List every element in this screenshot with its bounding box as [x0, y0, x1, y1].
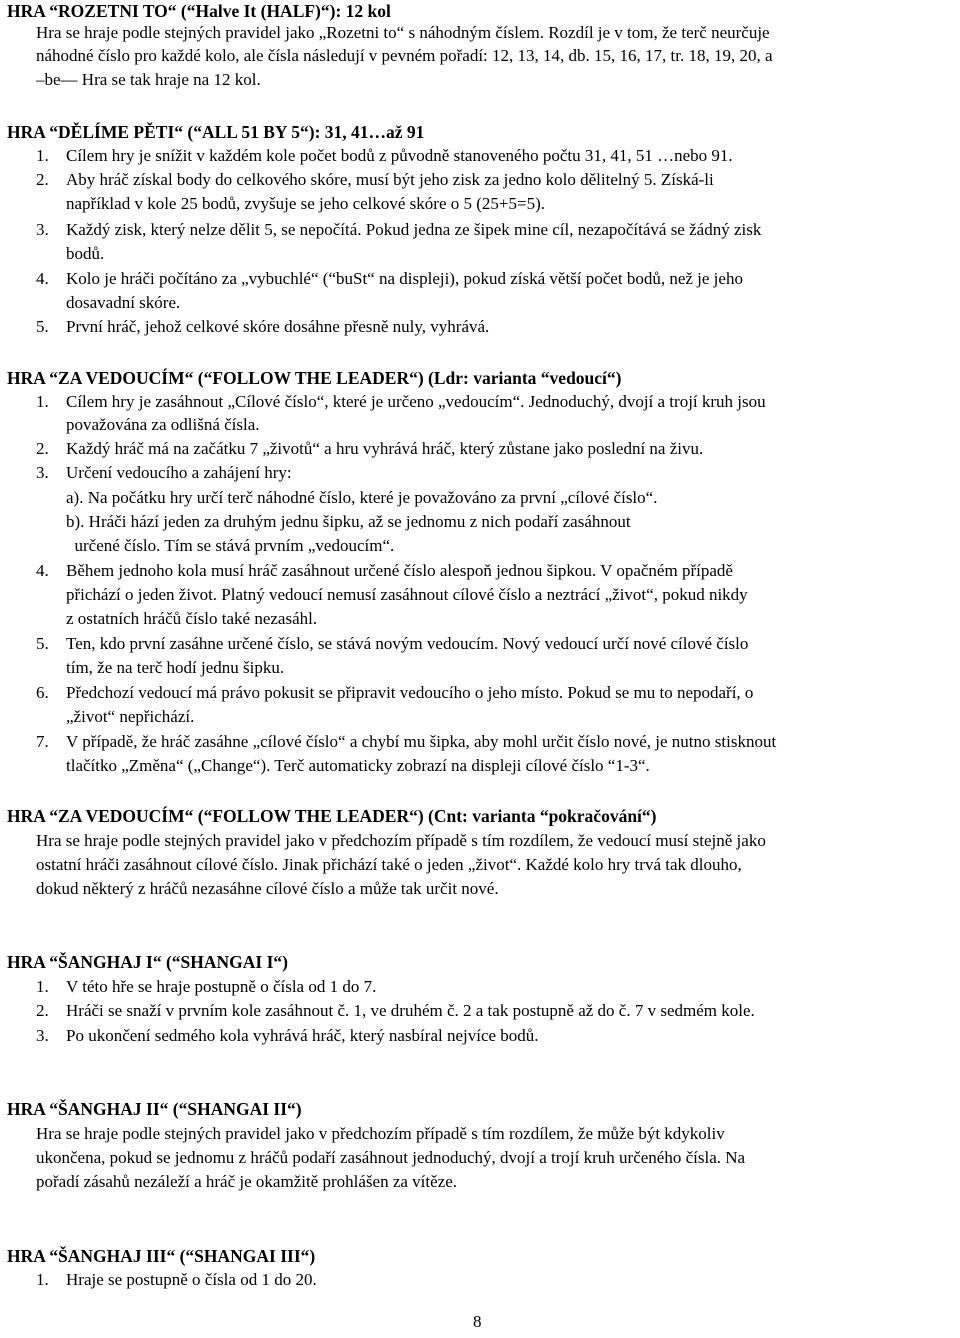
- paragraph-line: náhodné číslo pro každé kolo, ale čísla následují v pevném pořadí: 12, 13, 14, db. 15, 16, 17, tr. 18, 19, 20, a: [36, 46, 773, 65]
- section-heading-shanghai-3: HRA “ŠANGHAJ III“ (“SHANGAI III“): [7, 1246, 316, 1266]
- sub-item: b). Hráči hází jeden za druhým jednu šipku, až se jednomu z nich podaří zasáhnout: [66, 512, 631, 531]
- paragraph-line: Hra se hraje podle stejných pravidel jako v předchozím případě s tím rozdílem, že vedoucí musí stejně jako: [36, 831, 766, 850]
- paragraph-line: dokud některý z hráčů nezasáhne cílové číslo a může tak určit nové.: [36, 879, 499, 898]
- paragraph-line: –be— Hra se tak hraje na 12 kol.: [36, 70, 261, 89]
- section-heading-shanghai-2: HRA “ŠANGHAJ II“ (“SHANGAI II“): [7, 1099, 302, 1119]
- paragraph-line: Hra se hraje podle stejných pravidel jako v předchozím případě s tím rozdílem, že může být kdykoliv: [36, 1124, 725, 1143]
- section-heading-shanghai-1: HRA “ŠANGHAJ I“ (“SHANGAI I“): [7, 952, 288, 972]
- section-heading-follow-leader-cnt: HRA “ZA VEDOUCÍM“ (“FOLLOW THE LEADER“) (Cnt: varianta “pokračování“): [7, 806, 657, 826]
- paragraph-line: ostatní hráči zasáhnout cílové číslo. Jinak přichází také o jeden „život“. Každé kolo hry trvá tak dlouho,: [36, 855, 742, 874]
- section-heading-follow-leader: HRA “ZA VEDOUCÍM“ (“FOLLOW THE LEADER“) (Ldr: varianta “vedoucí“): [7, 368, 622, 388]
- paragraph-line: ukončena, pokud se jednomu z hráčů podaří zasáhnout jednoduchý, dvojí a trojí kruh určeného čísla. Na: [36, 1148, 746, 1167]
- paragraph-line: pořadí zásahů nezáleží a hráč je okamžitě prohlášen za vítěze.: [36, 1172, 457, 1191]
- page-number: 8: [473, 1312, 482, 1331]
- section-heading-rozetni-to: HRA “ROZETNI TO“ (“Halve It (HALF)“): 12 kol: [7, 1, 391, 21]
- sub-item-cont: určené číslo. Tím se stává prvním „vedoucím“.: [66, 536, 395, 555]
- sub-item: a). Na počátku hry určí terč náhodné číslo, které je považováno za první „cílové číslo“.: [66, 488, 658, 507]
- paragraph-line: Hra se hraje podle stejných pravidel jako „Rozetni to“ s náhodným číslem. Rozdíl je v tom, že terč neurčuje: [36, 23, 770, 42]
- section-heading-delime-peti: HRA “DĚLÍME PĚTI“ (“ALL 51 BY 5“): 31, 41…až 91: [7, 122, 425, 142]
